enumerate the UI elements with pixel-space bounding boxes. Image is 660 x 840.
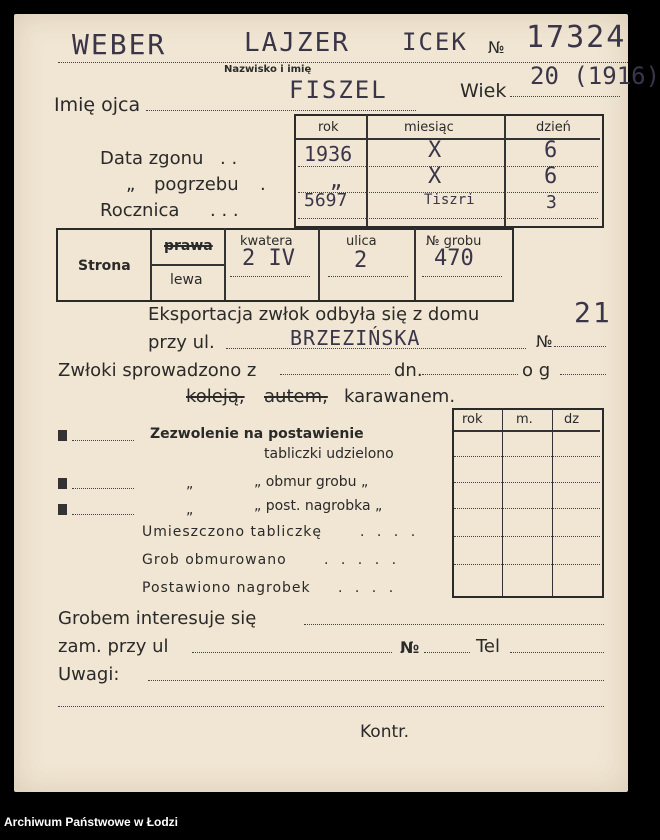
right-side-option: prawa — [164, 238, 213, 254]
export-no-label: № — [536, 332, 553, 351]
transport-hour-label: o g — [522, 360, 551, 381]
burial-month: X — [428, 164, 444, 189]
plaque-placed-label: Umieszczono tabliczkę — [142, 524, 323, 540]
permit-1-marker — [58, 430, 67, 441]
grave-number-value: 470 — [434, 246, 474, 271]
headstone-placed-label: Postawiono nagrobek — [142, 580, 311, 596]
transport-auto: autem, — [264, 386, 328, 407]
street-value: 2 — [354, 248, 370, 273]
transport-rail: koleją, — [186, 386, 245, 407]
archive-footer: Archiwum Państwowe w Łodzi — [4, 815, 179, 829]
permit-headstone: „ post. nagrobka „ — [254, 498, 383, 514]
permit-plaque-line2: tabliczki udzielono — [264, 446, 394, 462]
permit-3-marker — [58, 504, 67, 515]
headstone-placed-dots: . . . . — [338, 580, 398, 596]
anniv-day: 3 — [546, 192, 559, 213]
export-no-value: 21 — [574, 296, 612, 329]
burial-day: 6 — [544, 164, 560, 189]
col-year: rok — [318, 120, 339, 135]
death-year: 1936 — [304, 142, 353, 166]
age-value: 20 (1916) — [530, 62, 660, 90]
permits-col-month: m. — [516, 412, 533, 427]
export-text: Eksportacja zwłok odbyła się z domu — [148, 304, 480, 325]
name-caption: Nazwisko i imię — [224, 64, 312, 75]
grave-walled-label: Grob obmurowano — [142, 552, 287, 568]
death-month: X — [428, 138, 444, 163]
anniv-month: Tiszri — [424, 192, 475, 208]
permit-wall: „ obmur grobu „ — [254, 474, 369, 490]
age-label: Wiek — [460, 80, 507, 102]
anniversary-label: Rocznica — [100, 200, 180, 221]
father-line — [146, 110, 416, 111]
father-value: FISZEL — [289, 76, 388, 104]
permit-3-quote: „ — [186, 502, 194, 518]
permits-col-day: dz — [564, 412, 580, 427]
permits-col-year: rok — [462, 412, 483, 427]
quarter-label: kwatera — [240, 234, 293, 249]
side-label: Strona — [78, 258, 131, 274]
burial-quote: „ — [126, 174, 136, 195]
street-label: ulica — [346, 234, 377, 249]
interested-tel-label: Tel — [476, 636, 501, 657]
quarter-value: 2 IV — [242, 246, 295, 271]
col-month: miesiąc — [404, 120, 454, 135]
permits-table — [452, 408, 604, 598]
grave-number-label: № grobu — [426, 234, 482, 249]
col-day: dzień — [536, 120, 571, 135]
transport-label: Zwłoki sprowadzono z — [58, 360, 257, 381]
notes-label: Uwagi: — [58, 664, 120, 685]
interested-no-label: № — [400, 638, 420, 657]
export-street-label: przy ul. — [148, 332, 215, 353]
burial-record-card: WEBER LAJZER ICEK № 17324 Nazwisko i imię Imię ojca FISZEL Wiek 20 (1916) rok miesiąc dzień Data zgonu . . „ pogrzebu . Rocznica . . . 1936 X 6 „ X 6 5697 Tiszri 3 Strona prawa lewa kwatera ulica № grobu 2 IV 2 470 Eksportacja zwłok odbyła się z domu przy ul. BRZEZIŃSKA № 21 Zwłoki sprowadzono z dn. o g koleją, autem, karawanem. rok m. dz Zezwolenie na postawienie tabliczki udzielono „ „ obmur grobu „ „ „ post. nagrobka „ Umieszczono tabliczkę . . . . Grob obmurowano . . . . . Postawiono nagrobek . . . . Grobem interesuje się zam. przy ul № Tel Uwagi: Kontr. — [14, 14, 628, 792]
left-side-option: lewa — [170, 272, 203, 288]
control-label: Kontr. — [360, 722, 409, 742]
death-day: 6 — [544, 138, 560, 163]
grave-walled-dots: . . . . . — [324, 552, 401, 568]
age-line — [510, 96, 620, 97]
plaque-placed-dots: . . . . — [360, 524, 420, 540]
burial-date-label: pogrzebu — [154, 174, 239, 195]
name2-value: ICEK — [402, 28, 468, 56]
permit-plaque-line1: Zezwolenie na postawienie — [150, 426, 364, 442]
interested-label: Grobem interesuje się — [58, 608, 257, 629]
father-label: Imię ojca — [54, 94, 141, 116]
death-date-label: Data zgonu — [100, 148, 204, 169]
transport-hearse: karawanem. — [344, 386, 456, 407]
burial-year: „ — [330, 168, 345, 192]
interested-address-label: zam. przy ul — [58, 636, 169, 657]
anniv-year: 5697 — [304, 190, 348, 211]
name-value: LAJZER — [244, 28, 350, 58]
record-number: 17324 — [526, 20, 627, 55]
permit-2-marker — [58, 478, 67, 489]
transport-date-label: dn. — [394, 360, 423, 381]
export-street-value: BRZEZIŃSKA — [290, 326, 421, 350]
number-label: № — [488, 38, 505, 57]
surname-value: WEBER — [72, 28, 167, 61]
permit-2-quote: „ — [186, 476, 194, 492]
